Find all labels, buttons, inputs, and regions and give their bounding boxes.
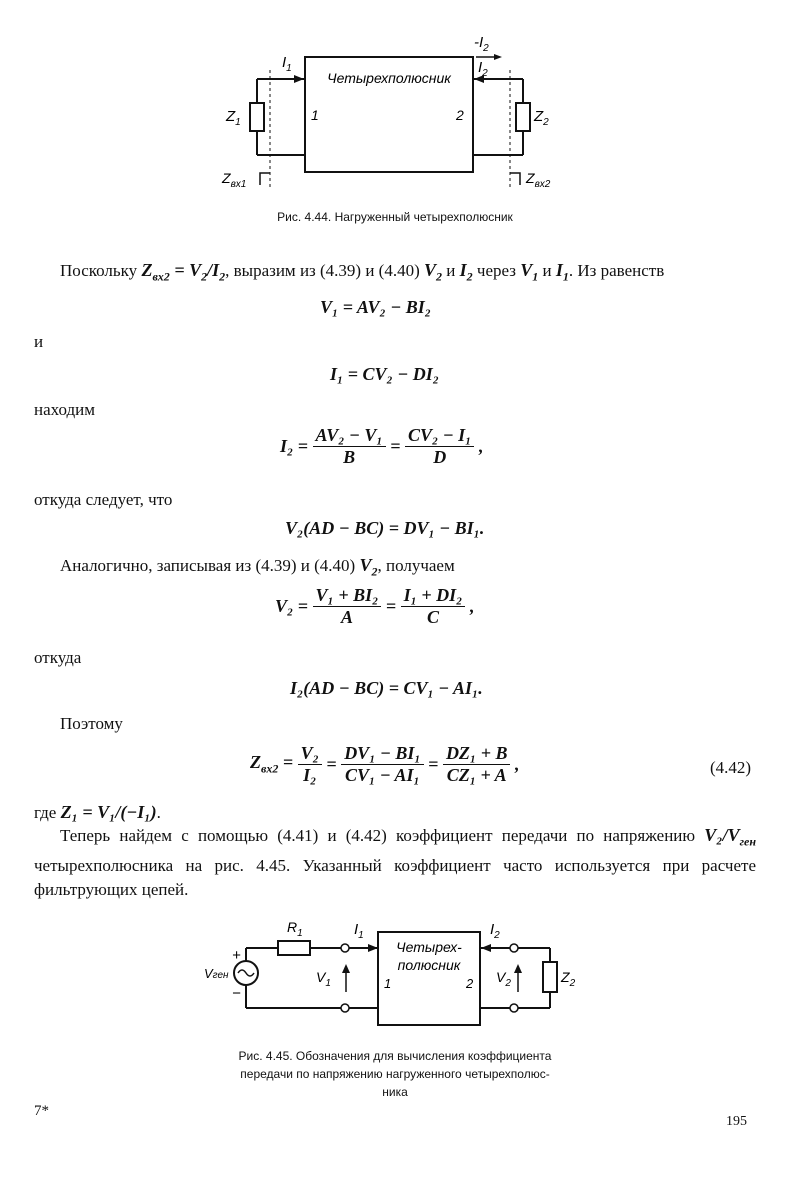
signature-mark: 7*: [34, 1103, 49, 1119]
fig45-terminal-1-top: [341, 944, 349, 952]
equation-v1: V₁ = AV₂ − BI₂: [320, 297, 432, 317]
fig45-v2-label: $V_2$: [496, 969, 511, 989]
fig45-v1-arrow: [342, 964, 350, 973]
fig45-i1-label: $I_1$: [354, 921, 364, 941]
equation-i2-ad-bc: I₂(AD − BC) = CV₁ − AI₁.: [290, 678, 483, 698]
fig45-caption-line3: ника: [382, 1085, 408, 1099]
equation-v2-ad-bc: V₂(AD − BC) = DV₁ − BI₁.: [285, 518, 485, 538]
fig44-i2-label: $I_2$: [478, 59, 488, 79]
figure-4-45: [200, 912, 590, 1042]
fig45-i2-arrow: [481, 944, 491, 952]
fig44-box-label: Четырехполюсник: [327, 70, 451, 86]
fig44-i1-arrow: [294, 75, 304, 83]
fig45-minus: −: [232, 985, 241, 1002]
fig44-z2-label: $Z_2$: [534, 108, 549, 128]
fig45-terminal-1-bottom: [341, 1004, 349, 1012]
fig44-port2: 2: [456, 107, 464, 123]
fig45-v1-label: $V_1$: [316, 969, 331, 989]
text-where: где Z₁ = V₁/(−I₁).: [34, 802, 161, 822]
fig45-terminal-2-top: [510, 944, 518, 952]
text-therefore: Поэтому: [60, 714, 123, 733]
equation-i1: I₁ = CV₂ − DI₂: [330, 364, 440, 384]
fig45-plus: +: [232, 947, 241, 964]
fig45-z2-resistor: [543, 962, 557, 992]
fig45-i2-label: $I_2$: [490, 921, 500, 941]
equation-v2-fraction: V₂ = $\frac{\text{V₁ + BI₂}}{A}$ = $\frac{\text{I₁ + DI₂}}{C}$ ,: [275, 585, 475, 627]
fig44-z2-resistor: [516, 103, 530, 131]
fig44-z1-label: $Z_1$: [226, 108, 241, 128]
fig45-z2-label: $Z_2$: [561, 969, 576, 989]
text-similarly: Аналогично, записывая из (4.39) и (4.40) $V_2$, получаем: [60, 555, 455, 579]
fig45-terminal-2-bottom: [510, 1004, 518, 1012]
fig45-i1-arrow: [368, 944, 378, 952]
fig45-port1: 1: [384, 976, 392, 991]
paragraph-transfer-coefficient: Теперь найдем с помощью (4.41) и (4.42) коэффициент передачи по напряжению $V_2/V_{ген}$ четырехполюсника на рис. 4.45. Указанный коэффициент часто используется при расчете фильтрующих цепей.: [34, 825, 756, 899]
fig45-caption-line1: Рис. 4.45. Обозначения для вычисления коэффициента: [238, 1049, 552, 1063]
fig44-minus-i2-label: $-I_2$: [474, 34, 489, 54]
equation-i2-fraction: I₂ = $\frac{\text{AV₂ − V₁}}{B}$ = $\frac{\text{CV₂ − I₁}}{D}$ ,: [280, 425, 484, 467]
page-number: 195: [726, 1114, 747, 1129]
fig44-z1-resistor: [250, 103, 264, 131]
fig44-port1: 1: [311, 107, 319, 123]
fig45-box-line1: Четырех-: [396, 939, 462, 955]
fig45-port2: 2: [466, 976, 474, 991]
text-and: и: [34, 332, 44, 351]
fig45-vgen-label: Vген: [204, 966, 229, 981]
figure-4-44: [200, 25, 590, 205]
equation-zin2: $Z_{вх2}$ = $\frac{\text{V₂}}{\text{I₂}}$ = $\frac{\text{DV₁ − BI₁}}{\text{CV₁ − AI₁}}$ = $\frac{\text{DZ₁ + B}}{\text{CZ₁ + A}}$ ,: [250, 743, 520, 785]
fig45-v2-arrow: [514, 964, 522, 973]
line-since-zin2: Поскольку $Z_{вх2} = V_2/I_2$, выразим из (4.39) и (4.40) $V_2$ и $I_2$ через $V_1$ и $I_1$. Из равенств: [60, 260, 665, 284]
text-whence: откуда: [34, 648, 82, 667]
fig44-caption: Рис. 4.44. Нагруженный четырехполюсник: [277, 210, 513, 224]
text-whence-follows: откуда следует, что: [34, 490, 173, 509]
fig45-r1-resistor: [278, 941, 310, 955]
fig44-i1-label: $I_1$: [282, 54, 292, 74]
text-find: находим: [34, 400, 96, 419]
equation-number-4-42: (4.42): [710, 758, 752, 777]
fig44-zin2-label: $Z_{вх2}$: [526, 170, 551, 190]
fig45-r1-label: $R_1$: [287, 919, 303, 939]
fig45-box-line2: полюсник: [397, 957, 461, 973]
fig45-caption: [190, 1047, 600, 1101]
fig45-caption-line2: передачи по напряжению нагруженного четырехполюс-: [240, 1067, 550, 1081]
fig44-zin1-label: $Z_{вх1}$: [222, 170, 247, 190]
